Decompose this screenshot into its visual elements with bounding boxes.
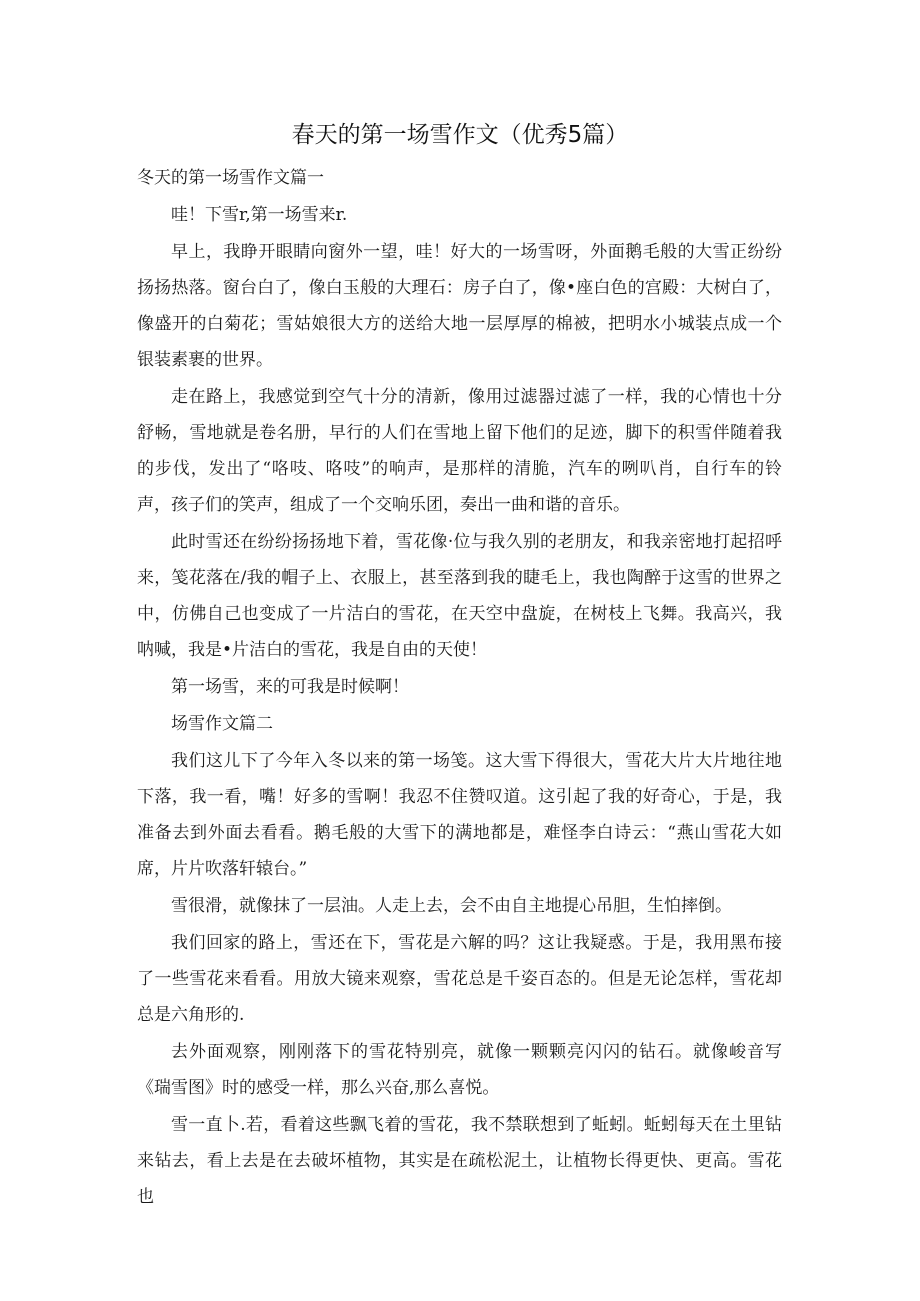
paragraph: 第一场雪，来的可我是时候啊！ — [171, 677, 409, 697]
section-heading: 冬天的第一场雪作文篇一 — [137, 168, 324, 188]
paragraph: 雪很滑，就像抹了一层油。人走上去，会不由自主地提心吊胆，生怕摔倒。 — [171, 896, 732, 916]
paragraph: 哇！下雪r,第一场雪来r. — [171, 205, 348, 225]
section-heading: 场雪作文篇二 — [171, 714, 273, 734]
paragraph: 我们回家的路上，雪还在下，雪花是六解的吗？这让我疑惑。于是，我用黑布接了一些雪花来看看。用放大镜来观察，雪花总是千姿百态的。但是无论怎样，雪花却总是六角形的. — [137, 933, 782, 1025]
paragraph: 早上，我睁开眼睛向窗外一望，哇！好大的一场雪呀，外面鹅毛般的大雪正纷纷扬扬热落。窗台白了，像白玉般的大理石：房子白了，像•座白色的宫殿：大树白了，像盛开的白菊花；雪姑娘很大方的送给大地一层厚厚的棉被，把明水小城装点成一个银装素裹的世界。 — [137, 242, 782, 370]
document-title: 春天的第一场雪作文（优秀5篇） — [291, 122, 629, 148]
paragraph: 去外面观察，刚刚落下的雪花特别亮，就像一颗颗亮闪闪的钻石。就像峻音写《瑞雪图》时的感受一样，那么兴奋,那么喜悦。 — [137, 1042, 782, 1098]
paragraph: 我们这儿下了今年入冬以来的第一场笺。这大雪下得很大，雪花大片大片地往地下落，我一看，嘴！好多的雪啊！我忍不住赞叹道。这引起了我的好奇心，于是，我准备去到外面去看看。鹅毛般的大雪下的满地都是，难怪李白诗云：“燕山雪花大如席，片片吹落轩辕台。” — [137, 751, 782, 879]
paragraph: 雪一直卜.若，看着这些飘飞着的雪花，我不禁联想到了蚯蚓。蚯蚓每天在土里钻来钻去，看上去是在去破坏植物，其实是在疏松泥土，让植物长得更快、更高。雪花也 — [137, 1115, 782, 1207]
paragraph: 走在路上，我感觉到空气十分的清新，像用过滤器过滤了一样，我的心情也十分舒畅，雪地就是卷名册，早行的人们在雪地上留下他们的足迹，脚下的积雪伴随着我的步伐，发出了“咯吱、咯吱”的响声，是那样的清脆，汽车的咧叭肖，自行车的铃声，孩子们的笑声，组成了一个交响乐团，奏出一曲和谐的音乐。 — [137, 387, 782, 515]
document-body — [137, 160, 782, 1215]
paragraph: 此时雪还在纷纷扬扬地下着，雪花像·位与我久别的老朋友，和我亲密地打起招呼来，笺花落在/我的帽子上、衣服上，甚至落到我的睫毛上，我也陶醉于这雪的世界之中，仿佛自己也变成了一片洁白的雪花，在天空中盘旋，在树枝上飞舞。我高兴，我呐喊，我是•片洁白的雪花，我是自由的天使！ — [137, 532, 782, 660]
